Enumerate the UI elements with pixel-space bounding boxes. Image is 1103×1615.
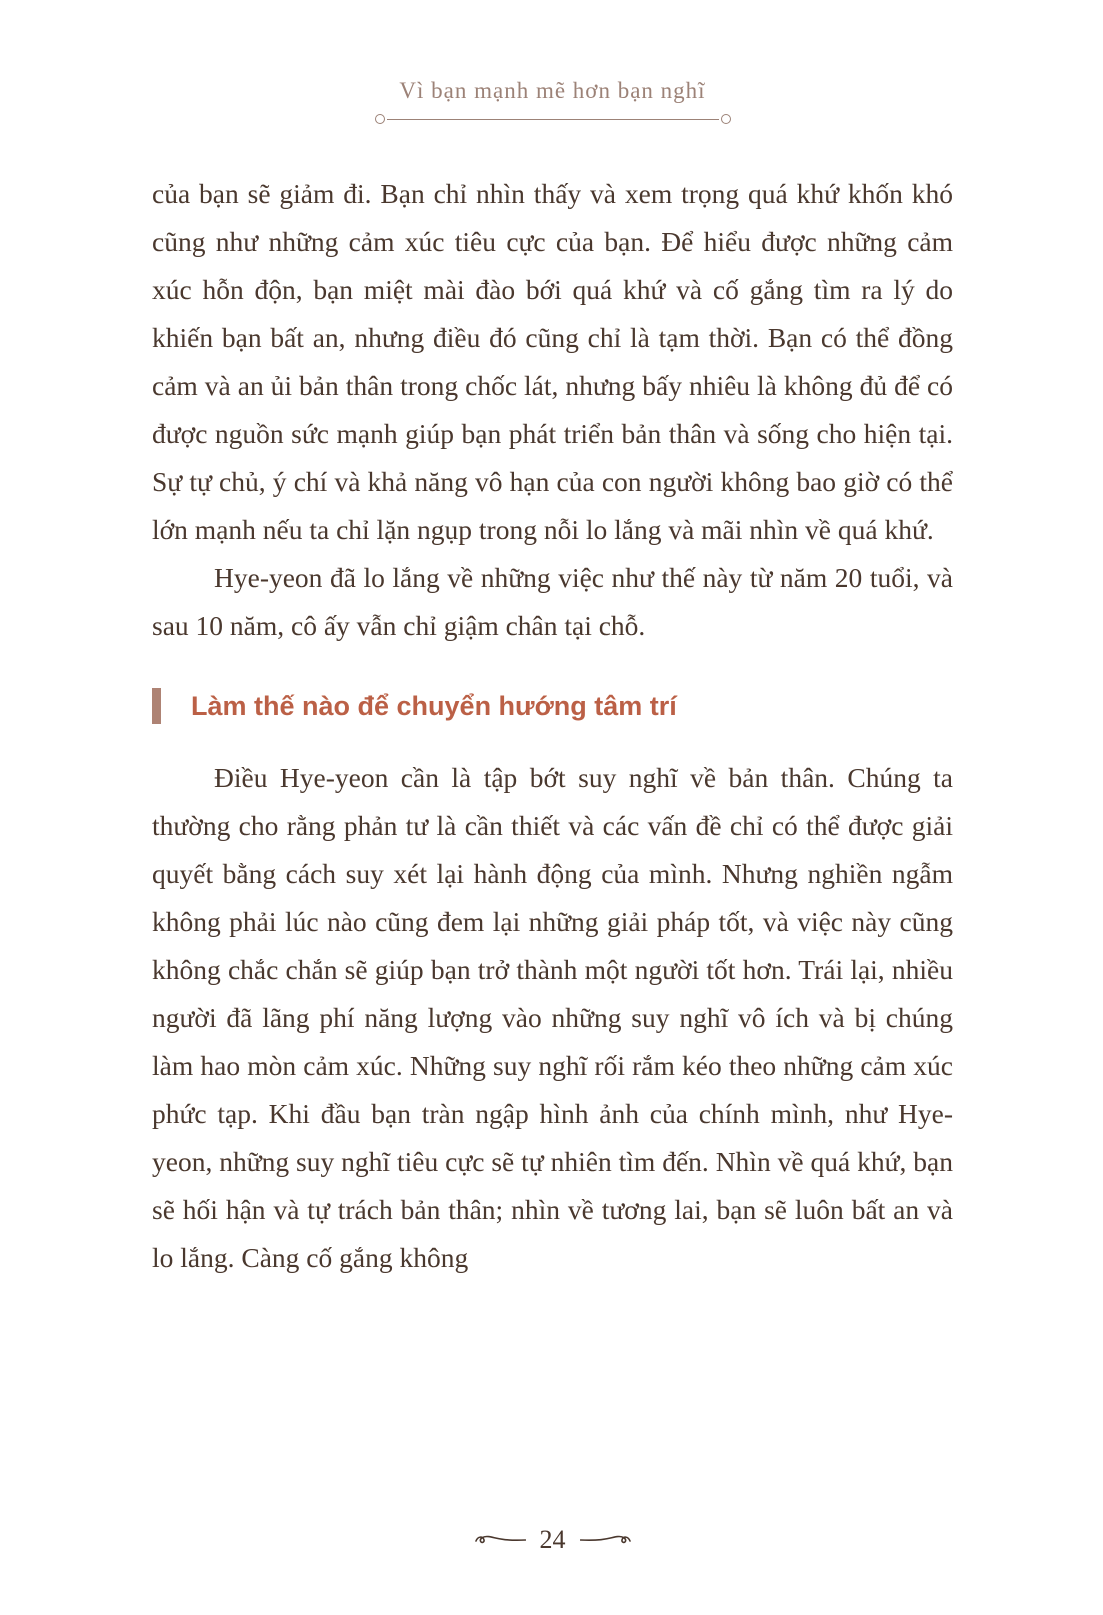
page-body [152,170,953,1495]
footer-flourish-right-icon [580,1532,632,1548]
page-footer [152,1495,953,1555]
rule-ornament-left-icon [375,114,385,124]
page-header [152,78,953,124]
header-ornament-rule [373,114,733,124]
rule-line [387,119,719,120]
page-number: 24 [539,1525,566,1554]
footer-flourish-left-icon [474,1532,526,1548]
running-head-title: Vì bạn mạnh mẽ hơn bạn nghĩ [399,78,706,103]
section-heading [152,688,953,724]
body-paragraph-continuation: của bạn sẽ giảm đi. Bạn chỉ nhìn thấy và xem trọng quá khứ khốn khó cũng như những cảm xúc tiêu cực của bạn. Để hiểu được những cảm xúc hỗn độn, bạn miệt mài đào bới quá khứ và cố gắng tìm ra lý do khiến bạn bất an, nhưng điều đó cũng chỉ là tạm thời. Bạn có thể đồng cảm và an ủi bản thân trong chốc lát, nhưng bấy nhiêu là không đủ để có được nguồn sức mạnh giúp bạn phát triển bản thân và sống cho hiện tại. Sự tự chủ, ý chí và khả năng vô hạn của con người không bao giờ có thể lớn mạnh nếu ta chỉ lặn ngụp trong nỗi lo lắng và mãi nhìn về quá khứ. [152,178,953,545]
body-paragraph: Điều Hye-yeon cần là tập bớt suy nghĩ về bản thân. Chúng ta thường cho rằng phản tư là cần thiết và các vấn đề chỉ có thể được giải quyết bằng cách suy xét lại hành động của mình. Nhưng nghiền ngẫm không phải lúc nào cũng đem lại những giải pháp tốt, và việc này cũng không chắc chắn sẽ giúp bạn trở thành một người tốt hơn. Trái lại, nhiều người đã lãng phí năng lượng vào những suy nghĩ vô ích và bị chúng làm hao mòn cảm xúc. Những suy nghĩ rối rắm kéo theo những cảm xúc phức tạp. Khi đầu bạn tràn ngập hình ảnh của chính mình, như Hye-yeon, những suy nghĩ tiêu cực sẽ tự nhiên tìm đến. Nhìn về quá khứ, bạn sẽ hối hận và tự trách bản thân; nhìn về tương lai, bạn sẽ luôn bất an và lo lắng. Càng cố gắng không [152,762,953,1273]
body-paragraph: Hye-yeon đã lo lắng về những việc như thế này từ năm 20 tuổi, và sau 10 năm, cô ấy vẫn chỉ giậm chân tại chỗ. [152,562,953,641]
section-heading-label: Làm thế nào để chuyển hướng tâm trí [191,690,677,721]
rule-ornament-right-icon [721,114,731,124]
heading-accent-bar [152,688,161,724]
